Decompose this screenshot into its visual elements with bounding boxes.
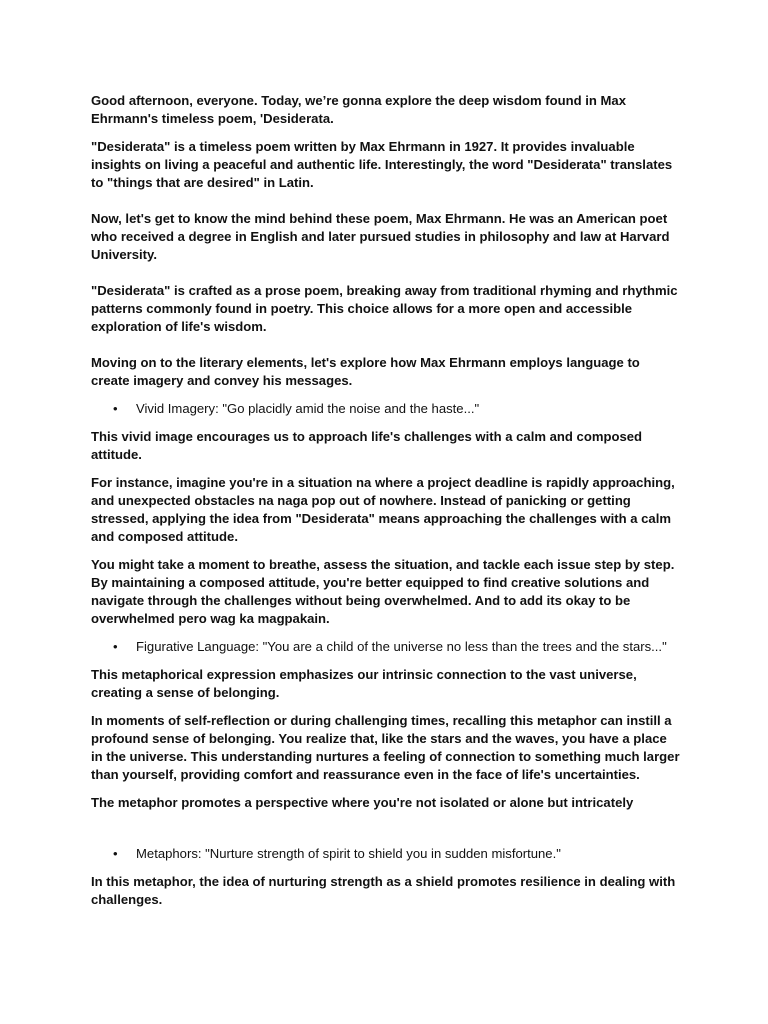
paragraph-prose-poem: "Desiderata" is crafted as a prose poem, breaking away from traditional rhyming and rhythmic patterns commonly found in poetry. This choice allows for a more open and accessible exploration of life's wisdom. — [91, 283, 678, 334]
document-page — [91, 92, 681, 919]
paragraph-breathe: You might take a moment to breathe, assess the situation, and tackle each issue step by step. By maintaining a composed attitude, you're better equipped to find creative solutions and navigate through the challenges without being overwhelmed. And to add its okay to be overwhelmed pero wag ka magpakain. — [91, 557, 675, 626]
paragraph-vivid-image: This vivid image encourages us to approach life's challenges with a calm and composed attitude. — [91, 429, 643, 462]
paragraph-metaphorical-expression: This metaphorical expression emphasizes our intrinsic connection to the vast universe, creating a sense of belonging. — [91, 667, 637, 700]
paragraph-literary-elements: Moving on to the literary elements, let's explore how Max Ehrmann employs language to create imagery and convey his messages. — [91, 355, 640, 388]
paragraph-resilience: In this metaphor, the idea of nurturing strength as a shield promotes resilience in dealing with challenges. — [91, 874, 676, 907]
list-item-figurative-language — [91, 638, 681, 656]
list-item-text: Figurative Language: "You are a child of the universe no less than the trees and the stars..." — [136, 639, 667, 654]
bullet-icon: • — [113, 846, 118, 861]
list-item-text: Vivid Imagery: "Go placidly amid the noise and the haste..." — [136, 401, 480, 416]
bullet-icon: • — [113, 639, 118, 654]
paragraph-about-poem: "Desiderata" is a timeless poem written by Max Ehrmann in 1927. It provides invaluable insights on living a peaceful and authentic life. Interestingly, the word "Desiderata" translates to "things that are desired" in Latin. — [91, 139, 673, 190]
paragraph-about-author: Now, let's get to know the mind behind these poem, Max Ehrmann. He was an American poet who received a degree in English and later pursued studies in philosophy and law at Harvard University. — [91, 211, 670, 262]
paragraph-perspective: The metaphor promotes a perspective where you're not isolated or alone but intricately — [91, 795, 634, 810]
paragraph-intro: Good afternoon, everyone. Today, we’re gonna explore the deep wisdom found in Max Ehrmann's timeless poem, 'Desiderata. — [91, 93, 626, 126]
list-item-metaphors — [91, 845, 681, 863]
list-item-vivid-imagery — [91, 400, 681, 418]
list-item-text: Metaphors: "Nurture strength of spirit to shield you in sudden misfortune." — [136, 846, 561, 861]
paragraph-self-reflection: In moments of self-reflection or during challenging times, recalling this metaphor can instill a profound sense of belonging. You realize that, like the stars and the waves, you have a place in the universe. This understanding nurtures a feeling of connection to something much larger than yourself, providing comfort and reassurance even in the face of life's uncertainties. — [91, 713, 680, 782]
paragraph-for-instance: For instance, imagine you're in a situation na where a project deadline is rapidly approaching, and unexpected obstacles na naga pop out of nowhere. Instead of panicking or getting stressed, applying the idea from "Desiderata" means approaching the challenges with a calm and composed attitude. — [91, 475, 675, 544]
bullet-icon: • — [113, 401, 118, 416]
